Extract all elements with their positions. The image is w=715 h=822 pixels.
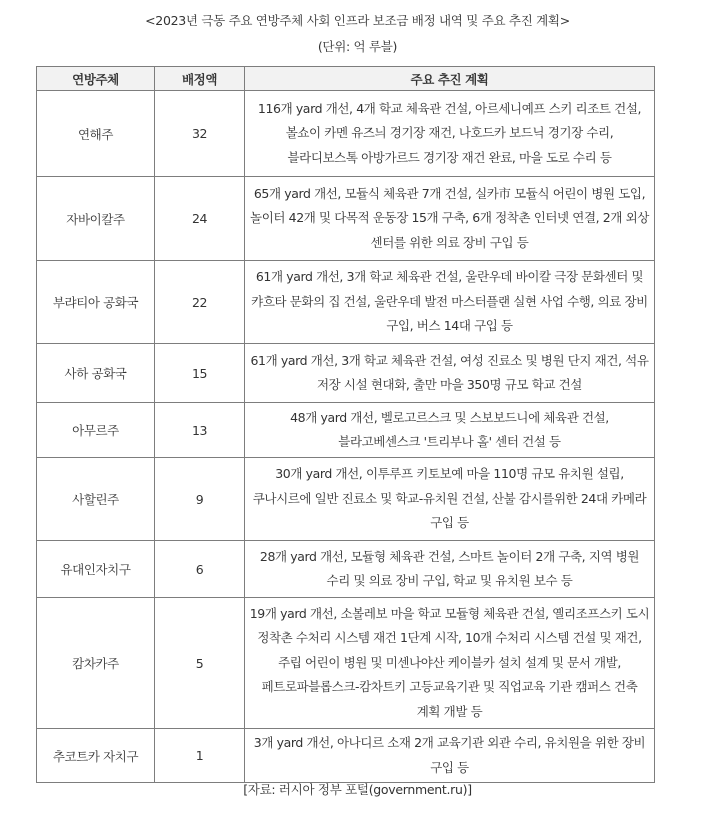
table-row — [37, 344, 655, 403]
table-row — [37, 598, 655, 729]
plan-cell: 61개 yard 개선, 3개 학교 체육관 건설, 울란우데 바이칼 극장 문화센터 및 캬흐타 문화의 집 건설, 울란우데 발전 마스터플랜 실현 사업 수행, 의료 장비 구입, 버스 14대 구입 등 — [245, 261, 655, 344]
table-row — [37, 261, 655, 344]
header-amount: 배정액 — [155, 67, 245, 91]
header-plan: 주요 추진 계획 — [245, 67, 655, 91]
unit-label: (단위: 억 루블) — [317, 39, 398, 54]
amount-cell: 22 — [155, 261, 245, 344]
table-row — [37, 91, 655, 177]
plan-cell: 28개 yard 개선, 모듈형 체육관 건설, 스마트 놀이터 2개 구축, 지역 병원 수리 및 의료 장비 구입, 학교 및 유치원 보수 등 — [245, 541, 655, 598]
source-note: [자료: 러시아 정부 포털(government.ru)] — [243, 782, 472, 797]
table-title: <2023년 극동 주요 연방주체 사회 인프라 보조금 배정 내역 및 주요 추진 계획> — [145, 13, 570, 28]
amount-cell: 1 — [155, 729, 245, 783]
table-row — [37, 541, 655, 598]
region-cell: 유대인자치구 — [37, 541, 155, 598]
header-region: 연방주체 — [37, 67, 155, 91]
table-header-row — [37, 67, 655, 91]
table-row — [37, 458, 655, 541]
region-cell: 부랴티아 공화국 — [37, 261, 155, 344]
amount-cell: 32 — [155, 91, 245, 177]
amount-cell: 5 — [155, 598, 245, 729]
amount-cell: 24 — [155, 177, 245, 261]
plan-cell: 65개 yard 개선, 모듈식 체육관 7개 건설, 실카市 모듈식 어린이 병원 도입, 놀이터 42개 및 다목적 운동장 15개 구축, 6개 정착촌 인터넷 연결, 2개 외상 센터를 위한 의료 장비 구입 등 — [245, 177, 655, 261]
plan-cell: 19개 yard 개선, 소볼레보 마을 학교 모듈형 체육관 건설, 옐리조프스키 도시 정착촌 수처리 시스템 재건 1단계 시작, 10개 수처리 시스템 건설 및 재건, 주립 어린이 병원 및 미센나야산 케이블카 설치 설계 및 문서 개발, 페트로파블롭스크-캄차트키 고등교육기관 및 직업교육 기관 캠퍼스 건축 계획 개발 등 — [245, 598, 655, 729]
amount-cell: 9 — [155, 458, 245, 541]
allocation-table — [36, 66, 655, 783]
plan-cell: 61개 yard 개선, 3개 학교 체육관 건설, 여성 진료소 및 병원 단지 재건, 석유 저장 시설 현대화, 출만 마을 350명 규모 학교 건설 — [245, 344, 655, 403]
region-cell: 사할린주 — [37, 458, 155, 541]
plan-cell: 48개 yard 개선, 벨로고르스크 및 스보보드니에 체육관 건설, 블라고베센스크 '트리부나 홀' 센터 건설 등 — [245, 403, 655, 458]
amount-cell: 15 — [155, 344, 245, 403]
table-row — [37, 729, 655, 783]
table-row — [37, 403, 655, 458]
region-cell: 자바이칼주 — [37, 177, 155, 261]
plan-cell: 3개 yard 개선, 아나디르 소재 2개 교육기관 외관 수리, 유치원을 위한 장비 구입 등 — [245, 729, 655, 783]
region-cell: 아무르주 — [37, 403, 155, 458]
region-cell: 연해주 — [37, 91, 155, 177]
plan-cell: 30개 yard 개선, 이투루프 키토보예 마을 110명 규모 유치원 설립, 쿠나시르에 일반 진료소 및 학교-유치원 건설, 산불 감시를위한 24대 카메라 구입 등 — [245, 458, 655, 541]
region-cell: 사하 공화국 — [37, 344, 155, 403]
amount-cell: 13 — [155, 403, 245, 458]
region-cell: 캄차카주 — [37, 598, 155, 729]
amount-cell: 6 — [155, 541, 245, 598]
plan-cell: 116개 yard 개선, 4개 학교 체육관 건설, 아르세니예프 스키 리조트 건설, 볼쇼이 카멘 유즈늬 경기장 재건, 나호드카 보드닉 경기장 수리, 블라디보스톡 아방가르드 경기장 재건 완료, 마을 도로 수리 등 — [245, 91, 655, 177]
region-cell: 추코트카 자치구 — [37, 729, 155, 783]
table-row — [37, 177, 655, 261]
